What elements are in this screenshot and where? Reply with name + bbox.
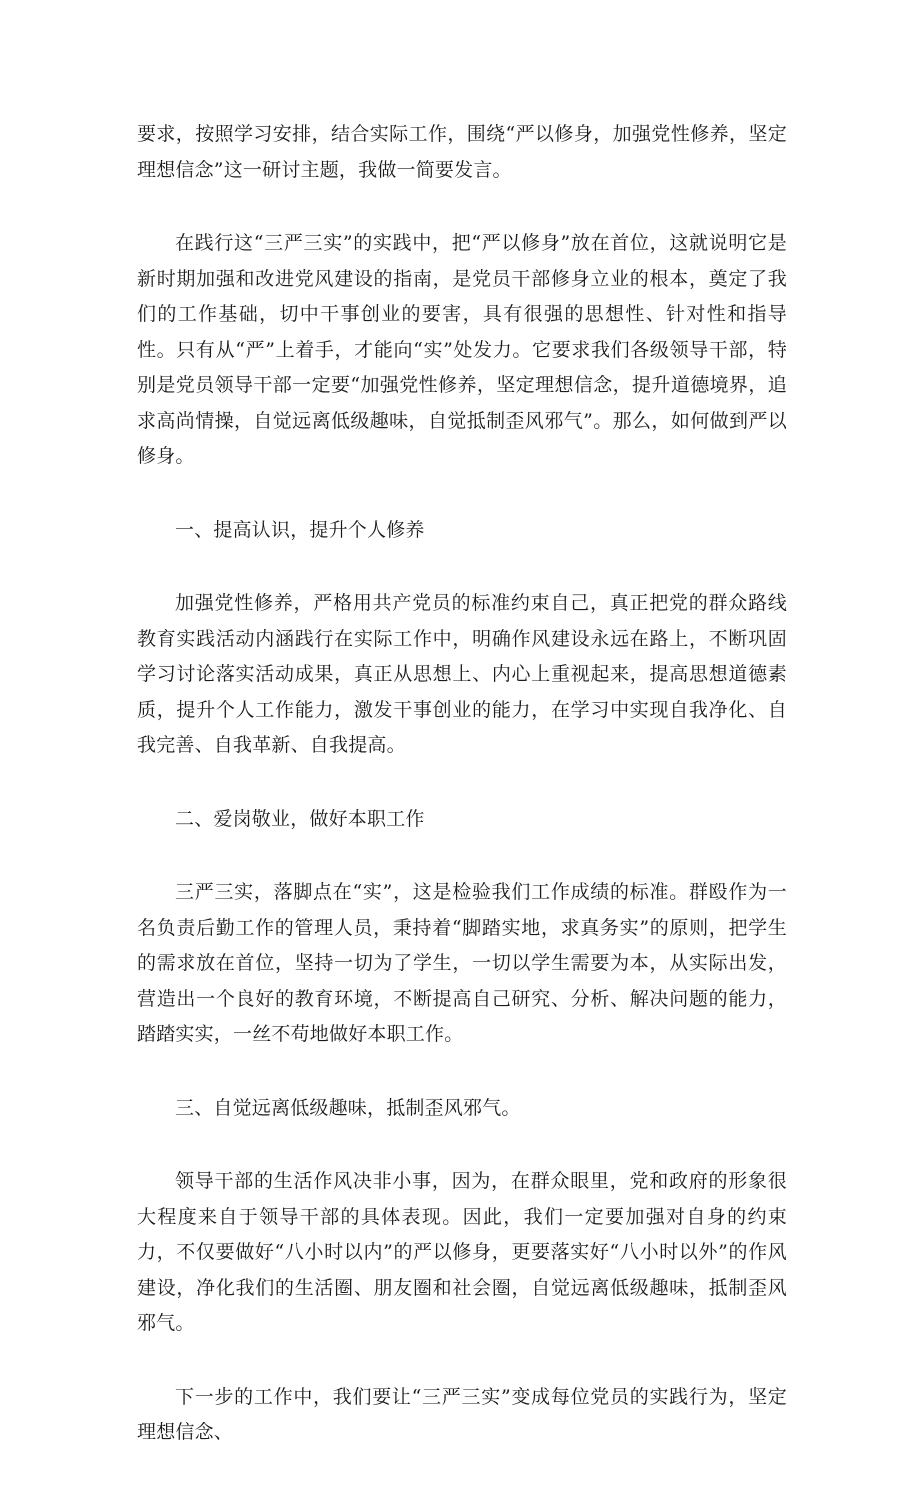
section-heading-2: 二、爱岗敬业，做好本职工作 bbox=[175, 807, 425, 830]
paragraph-section-1: 加强党性修养，严格用共产党员的标准约束自己，真正把党的群众路线教育实践活动内涵践行在实际工作中，明确作风建设永远在路上，不断巩固学习讨论落实活动成果，真正从思想上、内心上重视起来，提高思想道德素质，提升个人工作能力，激发干事创业的能力，在学习中实现自我净化、自我完善、自我革新、自我提高。 bbox=[137, 592, 787, 756]
paragraph-section-3: 领导干部的生活作风决非小事，因为，在群众眼里，党和政府的形象很大程度来自于领导干部的具体表现。因此，我们一定要加强对自身的约束力，不仅要做好“八小时以内”的严以修身，更要落实好“八小时以外”的作风建设，净化我们的生活圈、朋友圈和社会圈，自觉远离低级趣味，抵制歪风邪气。 bbox=[137, 1170, 787, 1334]
paragraph-section-2: 三严三实，落脚点在“实”，这是检验我们工作成绩的标准。群殴作为一名负责后勤工作的管理人员，秉持着“脚踏实地，求真务实”的原则，把学生的需求放在首位，坚持一切为了学生，一切以学生需要为本，从实际出发，营造出一个良好的教育环境，不断提高自己研究、分析、解决问题的能力，踏踏实实，一丝不苟地做好本职工作。 bbox=[137, 881, 787, 1045]
paragraph-intro: 要求，按照学习安排，结合实际工作，围绕“严以修身，加强党性修养，坚定理想信念”这一研讨主题，我做一简要发言。 bbox=[137, 123, 787, 181]
section-heading-3: 三、自觉远离低级趣味，抵制歪风邪气。 bbox=[175, 1096, 521, 1119]
document-body bbox=[137, 117, 787, 1489]
section-heading-1: 一、提高认识，提升个人修养 bbox=[175, 518, 425, 541]
paragraph-next-steps: 下一步的工作中，我们要让“三严三实”变成每位党员的实践行为，坚定理想信念、 bbox=[137, 1385, 787, 1443]
paragraph-strict-self-cultivation: 在践行这“三严三实”的实践中，把“严以修身”放在首位，这就说明它是新时期加强和改进党风建设的指南，是党员干部修身立业的根本，奠定了我们的工作基础，切中干事创业的要害，具有很强的思想性、针对性和指导性。只有从“严”上着手，才能向“实”处发力。它要求我们各级领导干部，特别是党员领导干部一定要“加强党性修养，坚定理想信念，提升道德境界，追求高尚情操，自觉远离低级趣味，自觉抵制歪风邪气”。那么，如何做到严以修身。 bbox=[137, 232, 787, 467]
